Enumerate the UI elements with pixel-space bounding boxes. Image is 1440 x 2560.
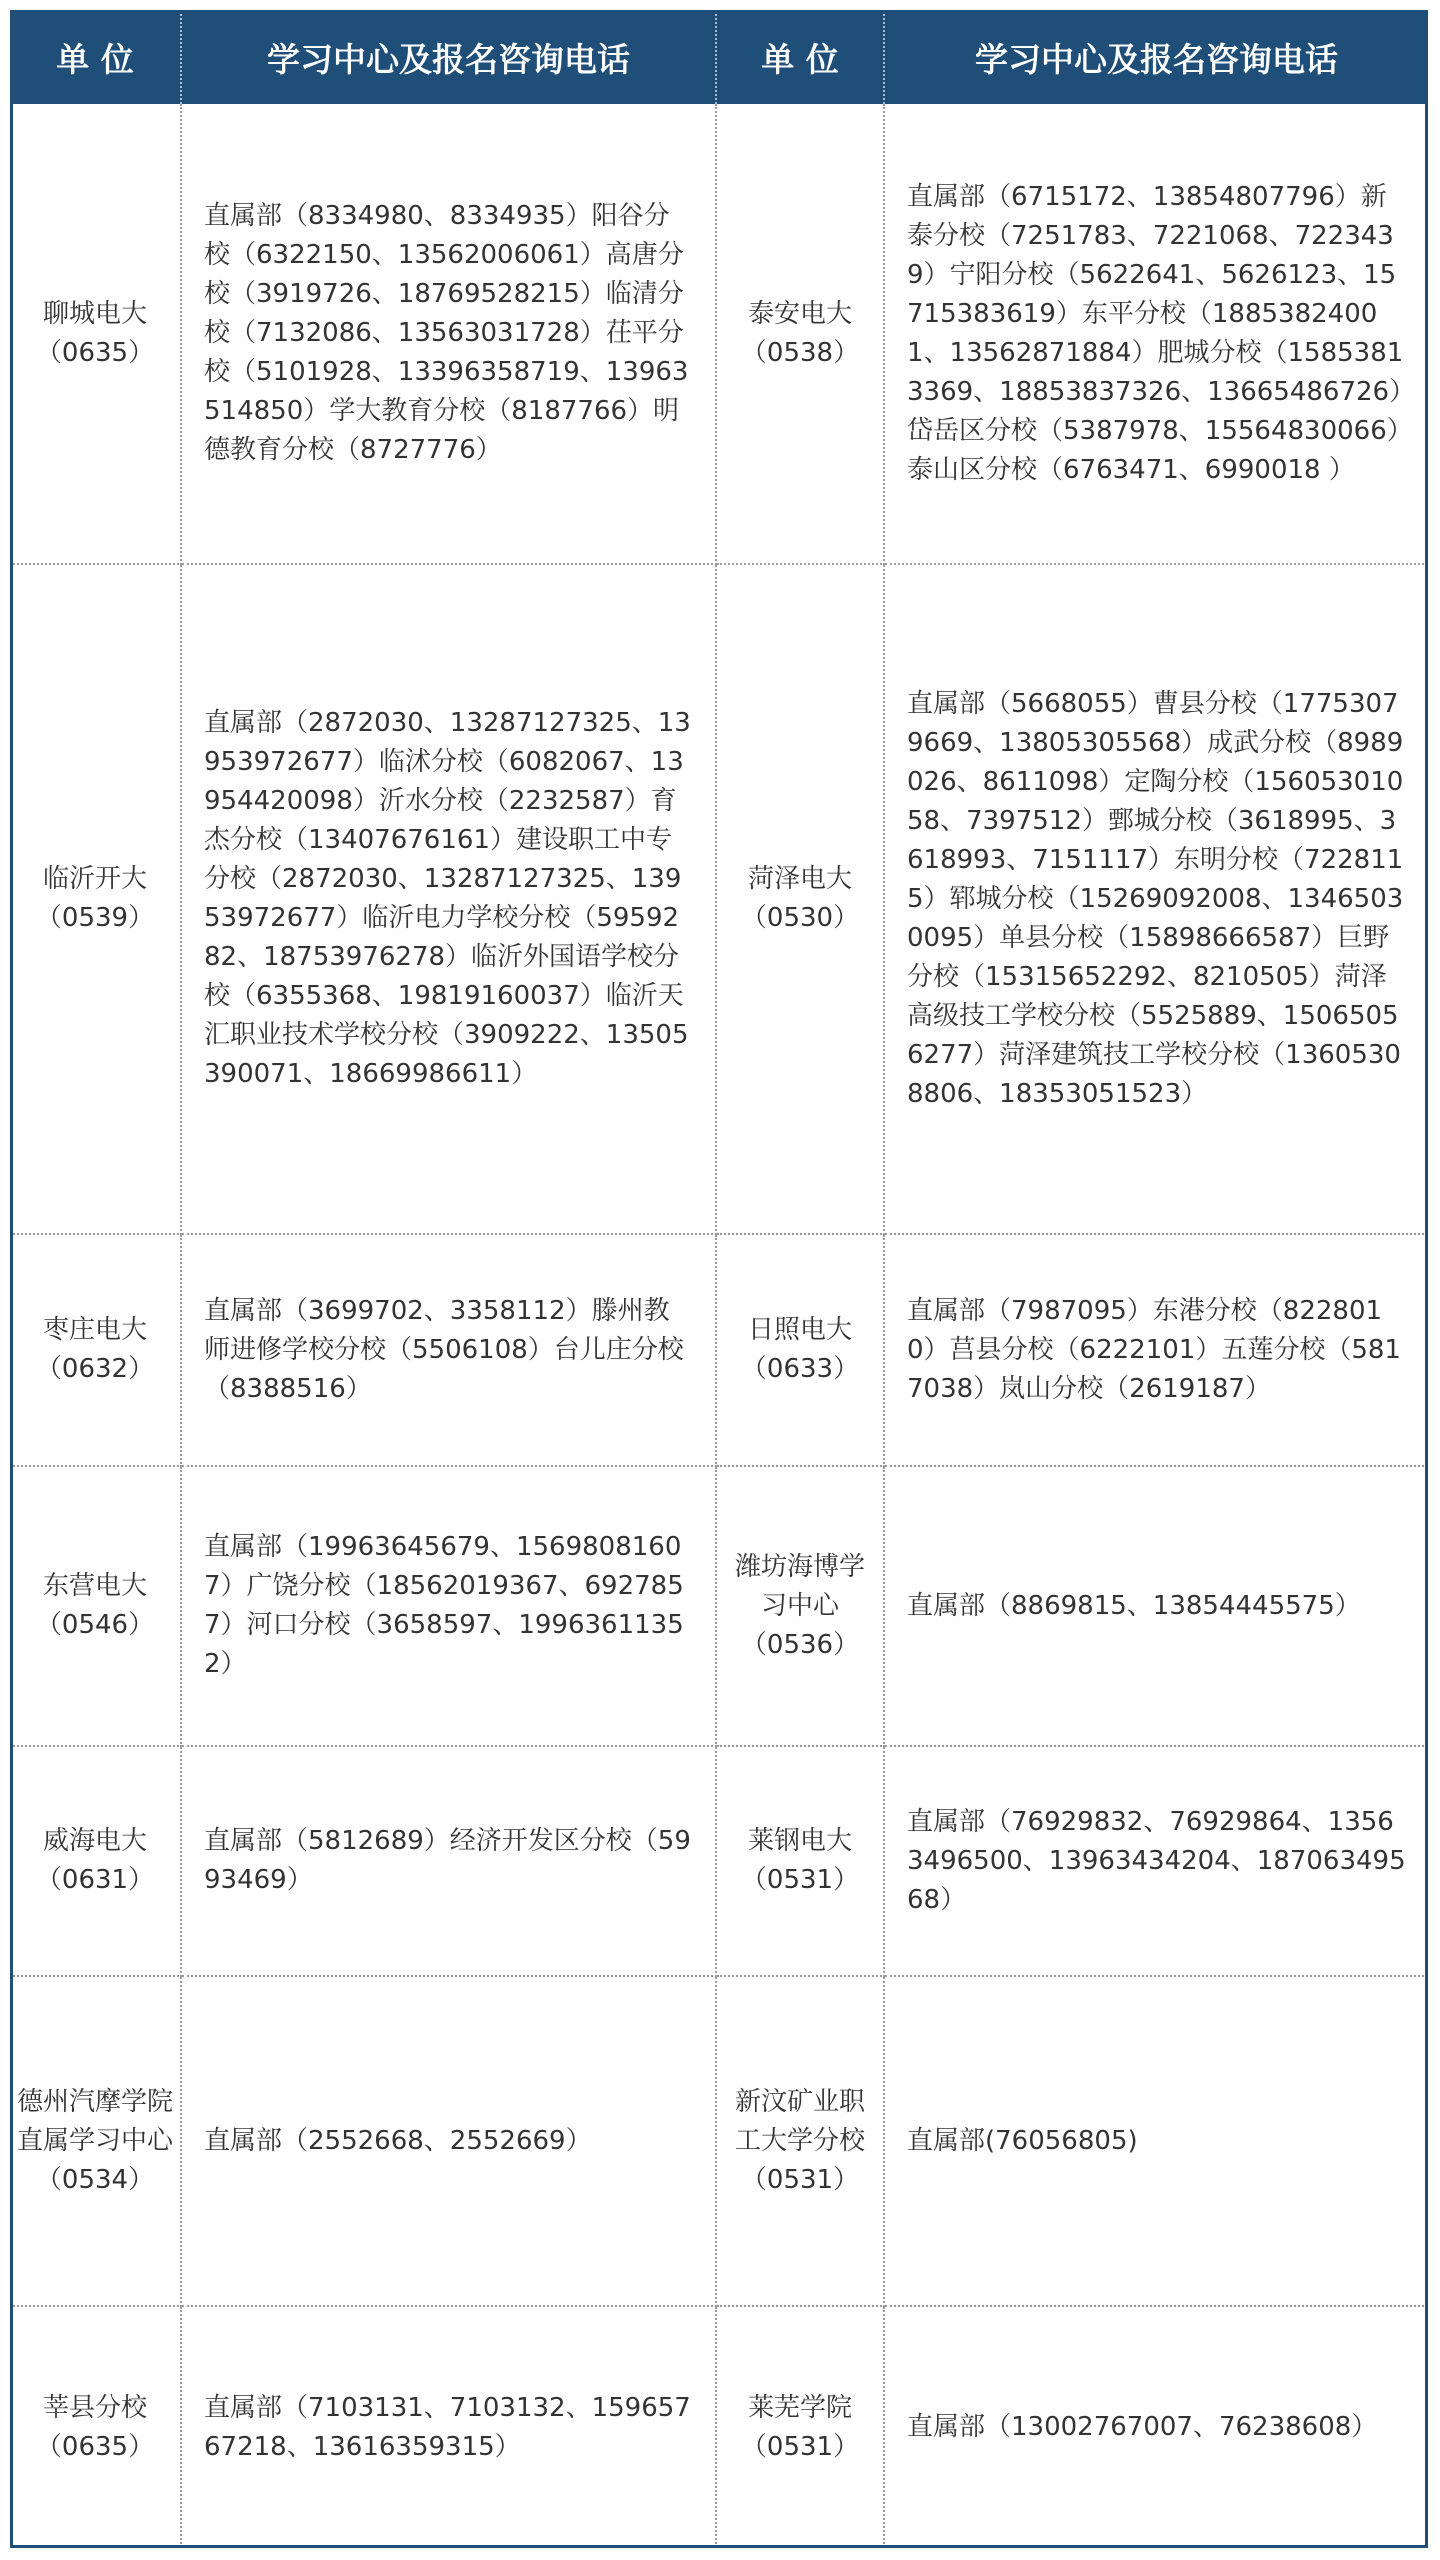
- area-code: （0531）: [740, 2164, 860, 2195]
- area-code: （0539）: [35, 903, 155, 933]
- header-info-left: 学习中心及报名咨询电话: [181, 10, 716, 104]
- unit-name: 临沂开大: [42, 864, 147, 894]
- info-cell: 直属部（5668055）曹县分校（17753079669、13805305568）成武分校（8989026、8611098）定陶分校（15605301058、7397512）鄄城分校（3618995、3618993、7151117）东明分校（7228115）郓城分校（15269092008、13465030095）单县分校（15898666587）巨野分校（15315652292、8210505）菏泽高级技工学校分校（5525889、15065056277）菏泽建筑技工学校分校（13605308806、18353051523）: [884, 564, 1428, 1234]
- unit-name: 枣庄电大: [42, 1315, 147, 1345]
- info-cell: 直属部（7103131、7103132、15965767218、13616359315）: [181, 2306, 716, 2548]
- area-code: （0531）: [740, 1865, 860, 1895]
- info-cell: 直属部（76929832、76929864、13563496500、13963434204、18706349568）: [884, 1746, 1428, 1976]
- unit-name: 莱钢电大: [747, 1826, 852, 1856]
- header-unit-right: 单 位: [716, 10, 884, 104]
- area-code: （0546）: [35, 1610, 155, 1640]
- info-cell: 直属部（7987095）东港分校（8228010）莒县分校（6222101）五莲分校（5817038）岚山分校（2619187）: [884, 1234, 1428, 1466]
- unit-name: 新汶矿业职工大学分校: [734, 2086, 865, 2156]
- info-cell: 直属部（8334980、8334935）阳谷分校（6322150、13562006061）高唐分校（3919726、18769528215）临清分校（7132086、13563031728）茌平分校（5101928、13396358719、13963514850）学大教育分校（8187766）明德教育分校（8727776）: [181, 104, 716, 564]
- area-code: （0536）: [740, 1629, 860, 1660]
- unit-name: 菏泽电大: [747, 864, 852, 894]
- area-code: （0631）: [35, 1865, 155, 1895]
- area-code: （0632）: [35, 1354, 155, 1384]
- info-cell: 直属部（5812689）经济开发区分校（5993469）: [181, 1746, 716, 1976]
- area-code: （0635）: [35, 337, 155, 368]
- header-unit-left: 单 位: [10, 10, 181, 104]
- unit-name: 莘县分校: [42, 2392, 147, 2423]
- header-info-right: 学习中心及报名咨询电话: [884, 10, 1428, 104]
- area-code: （0635）: [35, 2431, 155, 2462]
- info-cell: 直属部（3699702、3358112）滕州教师进修学校分校（5506108）台儿庄分校（8388516）: [181, 1234, 716, 1466]
- area-code: （0633）: [740, 1354, 860, 1384]
- area-code: （0538）: [740, 337, 860, 368]
- info-cell: 直属部（19963645679、15698081607）广饶分校（18562019367、6927857）河口分校（3658597、19963611352）: [181, 1466, 716, 1746]
- unit-name: 潍坊海博学习中心: [734, 1551, 865, 1621]
- unit-name: 威海电大: [42, 1826, 147, 1856]
- table-border: [10, 10, 1428, 2548]
- info-cell: 直属部（2552668、2552669）: [181, 1976, 716, 2306]
- info-cell: 直属部（6715172、13854807796）新泰分校（7251783、7221068、7223439）宁阳分校（5622641、5626123、15715383619）东平分校（18853824001、13562871884）肥城分校（15853813369、18853837326、13665486726）岱岳区分校（5387978、15564830066）泰山区分校（6763471、6990018 ）: [884, 104, 1428, 564]
- info-cell: 直属部（13002767007、76238608）: [907, 2412, 1378, 2442]
- area-code: （0534）: [35, 2164, 155, 2195]
- info-cell: 直属部（8869815、13854445575）: [884, 1466, 1428, 1746]
- area-code: （0530）: [740, 903, 860, 933]
- unit-name: 聊城电大: [42, 298, 147, 329]
- unit-name: 泰安电大: [747, 298, 852, 329]
- unit-name: 德州汽摩学院直属学习中心: [16, 2086, 173, 2156]
- unit-name: 莱芜学院: [747, 2392, 852, 2423]
- unit-name: 东营电大: [42, 1571, 147, 1601]
- area-code: （0531）: [740, 2431, 860, 2462]
- info-cell: 直属部(76056805): [884, 1976, 1428, 2306]
- info-cell: 直属部（2872030、13287127325、13953972677）临沭分校（6082067、13954420098）沂水分校（2232587）育杰分校（13407676161）建设职工中专分校（2872030、13287127325、13953972677）临沂电力学校分校（5959282、18753976278）临沂外国语学校分校（6355368、19819160037）临沂天汇职业技术学校分校（3909222、13505390071、18669986611）: [181, 564, 716, 1234]
- unit-name: 日照电大: [747, 1315, 852, 1345]
